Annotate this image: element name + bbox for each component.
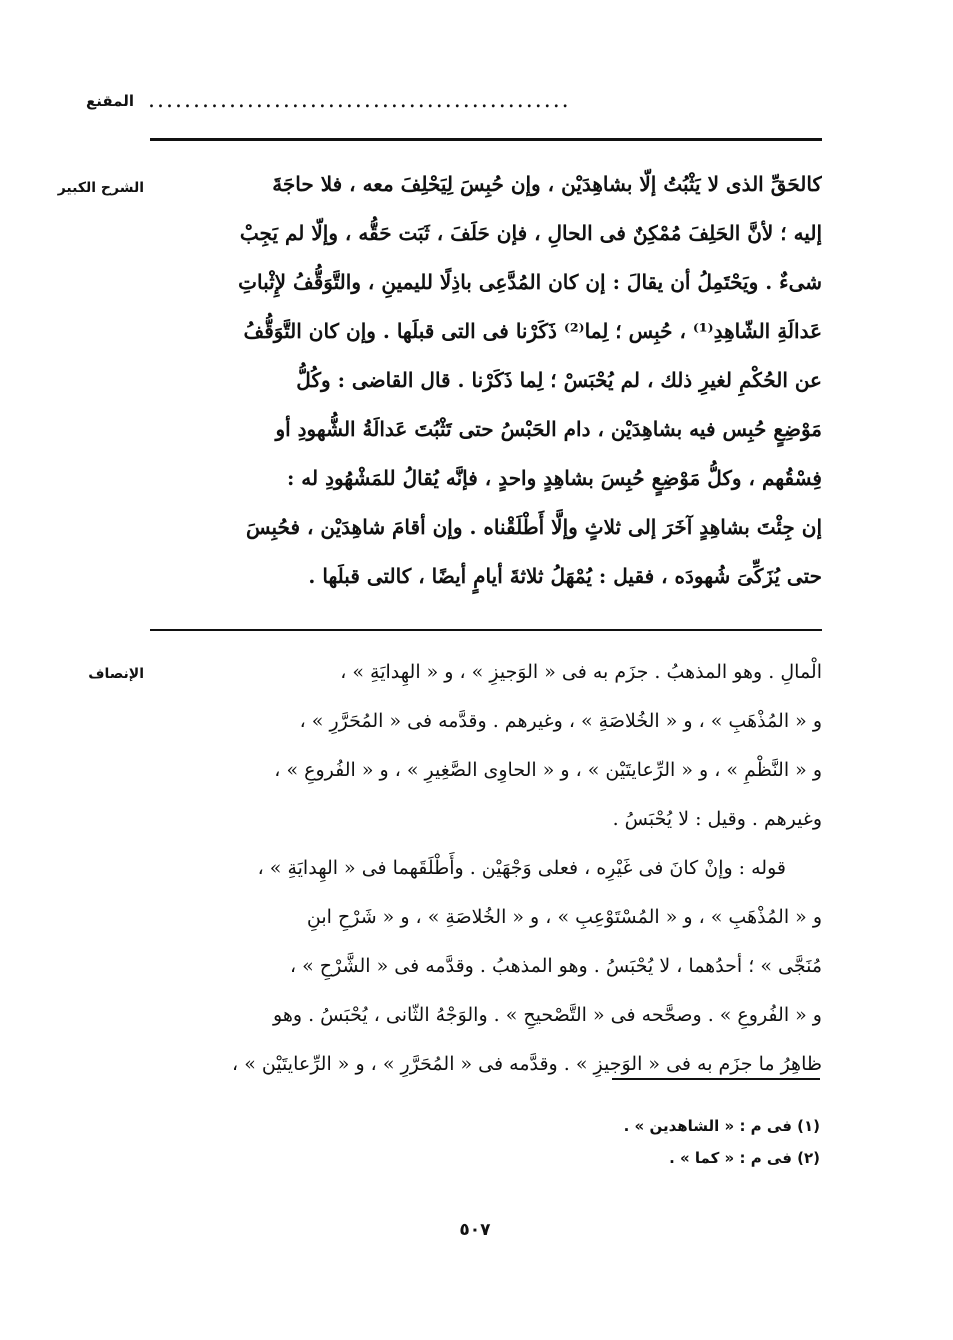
insaf-line: وغيرهم . وقيل : لا يُحْبَسُ . <box>612 808 822 830</box>
insaf-line: و « المُذْهَبِ » ، و « الخُلاصَةِ » ، وغيرهم . وقدَّمه فى « المُحَرَّرِ » ، <box>299 710 822 732</box>
page-number: ٥٠٧ <box>459 1220 491 1240</box>
footnotes <box>400 1110 820 1174</box>
running-title: المقنع <box>86 92 134 110</box>
sharh-line: كالحَقِّ الذى لا يَثْبُتُ إلّا بشاهِدَيْن ، وإن حُبِسَ لِيَحْلِفَ معه ، فلا حاجَةَ <box>272 172 822 196</box>
sharh-line: حتى يُزَكِّىَ شُهودَه ، فقيل : يُمْهَلُ ثلاثةَ أيامٍ أيضًا ، كالتى قبلَها . <box>308 564 822 588</box>
insaf-line: مُنَجَّى » ؛ أحدُهما ، لا يُحْبَسُ . وهو المذهبُ . وقدَّمه فى « الشَّرْحِ » ، <box>289 955 822 977</box>
sharh-line: شىءٌ . ويَحْتَمِلُ أن يقالَ : إن كان المُدَّعِى باذِلًا لليمينِ ، والتَّوَقُّفُ لإِثْباتِ <box>238 270 822 294</box>
header-rule <box>150 138 822 141</box>
sharh-line: إن جِئْتَ بشاهِدٍ آخَرَ إلى ثلاثٍ وإلَّا أَطْلَقْناه . وإن أقامَ شاهِدَيْن ، فحُبِسَ <box>246 515 822 539</box>
insaf-line: و « الفُروعِ » . وصحَّحه فى « التَّصْحيحِ » . والوَجْهُ الثّانى ، يُحْبَسُ . وهو <box>273 1004 822 1026</box>
footnote: (٢) فى م : « كما » . <box>669 1149 820 1167</box>
margin-label-insaf: الإنصاف <box>88 666 144 682</box>
insaf-line: الْمالِ . وهو المذهبُ . جزَم به فى « الوَجيزِ » ، و « الهِدايَةِ » ، <box>340 661 822 683</box>
insaf-line: و « النَّظْمِ » ، و « الرِّعايتَيْن » ، و « الحاوِى الصَّغِيرِ » ، و « الفُروعِ » ، <box>274 759 822 781</box>
insaf-line: ظاهِرُ ما جزَم به فى « الوَجيزِ » . وقدَّمه فى « المُحَرَّرِ » ، و « الرِّعايتَيْن » ، <box>232 1053 822 1075</box>
header-dot-leader: ............................................... <box>148 88 571 113</box>
sharh-text-block <box>150 160 822 601</box>
sharh-line: فِسْقُهم ، وكلُّ مَوْضِعٍ حُبِسَ بشاهِدٍ واحدٍ ، فإنَّه يُقالُ للمَشْهُودِ له : <box>286 466 822 490</box>
insaf-line: و « المُذْهَبِ » ، و « المُسْتَوْعِبِ » ، و « الخُلاصَةِ » ، و « شَرْحِ ابنِ <box>306 906 822 928</box>
section-divider-rule <box>150 629 822 631</box>
margin-label-sharh: الشرح الكبير <box>57 180 144 196</box>
footnote-rule <box>612 1078 820 1080</box>
insaf-line: قوله : وإنْ كانَ فى غَيْرِه ، فعلى وَجْهَيْن . وأَطْلَقَهما فى « الهِدايَةِ » ، <box>257 857 786 879</box>
sharh-line: مَوْضِعٍ حُبِس فيه بشاهِدَيْن ، دام الحَبْسُ حتى تَثْبُتَ عَدالَةُ الشُّهودِ أو <box>275 417 822 441</box>
insaf-text-block <box>150 648 822 1089</box>
sharh-line: عَدالَةِ الشّاهِدِ⁽¹⁾ ، حُبِس ؛ لِما⁽²⁾ ذَكَرْنا فى التى قبلَها . وإن كان التَّوَقُّفُ <box>243 319 822 343</box>
footnote: (١) فى م : « الشاهدين » . <box>623 1117 820 1135</box>
sharh-line: عن الحُكْمِ لغيرِ ذلك ، لم يُحْبَسْ ؛ لِما ذَكَرْنا . قال القاضى : وكُلُّ <box>296 368 822 392</box>
sharh-line: إليه ؛ لأنَّ الحَلِفَ مُمْكِنٌ فى الحالِ ، فإن حَلَفَ ، ثَبَت حَقُّه ، وإلّا لم يَجِبْ <box>239 221 822 245</box>
